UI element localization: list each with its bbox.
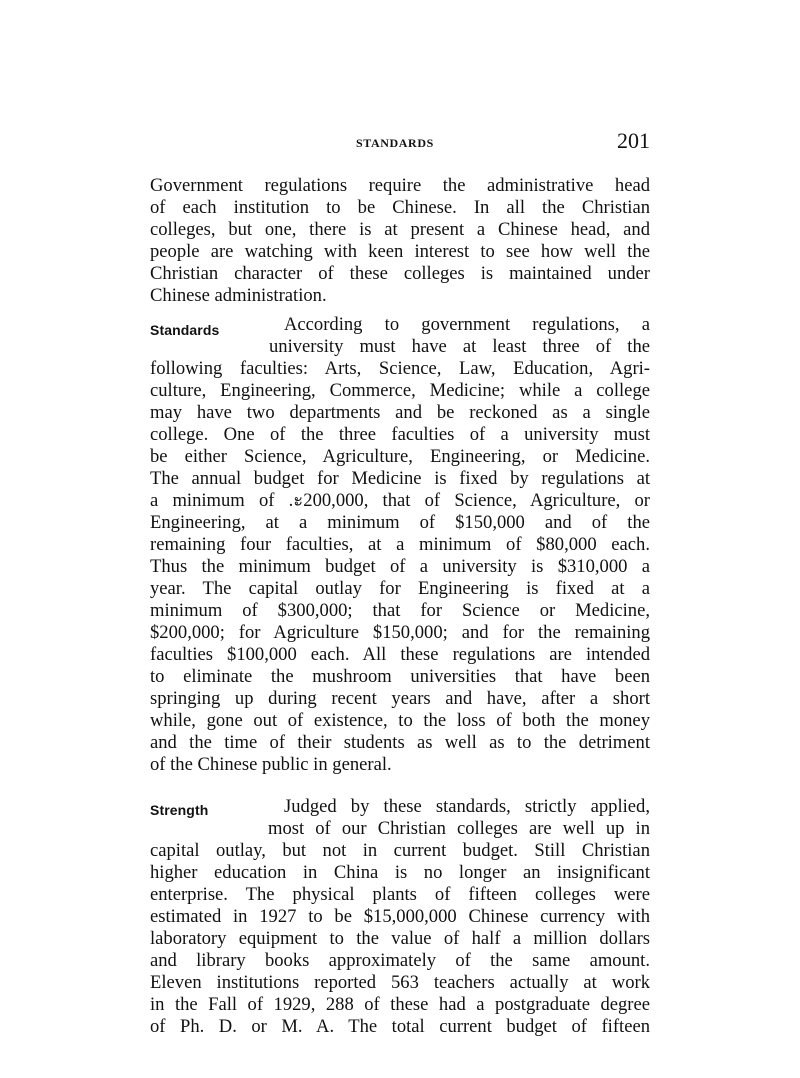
text-line: in the Fall of 1929, 288 of these had a postgraduate degree (150, 994, 650, 1015)
text-line: faculties $100,000 each. All these regulations are intended (150, 644, 650, 665)
text-line: and the time of their students as well as to the detriment (150, 732, 650, 753)
text-line: of Ph. D. or M. A. The total current budget of fifteen (150, 1016, 650, 1037)
text-line: estimated in 1927 to be $15,000,000 Chinese currency with (150, 906, 650, 927)
text-line: Christian character of these colleges is maintained under (150, 263, 650, 284)
text-line: people are watching with keen interest to see how well the (150, 241, 650, 262)
text-line: college. One of the three faculties of a university must (150, 424, 650, 445)
text-line: of each institution to be Chinese. In all the Christian (150, 197, 650, 218)
text-line: be either Science, Agriculture, Engineering, or Medicine. (150, 446, 650, 467)
text-line: and library books approximately of the same amount. (150, 950, 650, 971)
text-line: following faculties: Arts, Science, Law, Education, Agri- (150, 358, 650, 379)
text-line: while, gone out of existence, to the loss of both the money (150, 710, 650, 731)
text-line: a minimum of .ะ200,000, that of Science, Agriculture, or (150, 490, 650, 511)
sidenote-strength: Strength (150, 802, 209, 818)
text-line: The annual budget for Medicine is fixed by regulations at (150, 468, 650, 489)
text-line: enterprise. The physical plants of fifteen colleges were (150, 884, 650, 905)
text-line: Judged by these standards, strictly applied, (284, 796, 650, 817)
text-line: may have two departments and be reckoned as a single (150, 402, 650, 423)
text-line: Thus the minimum budget of a university is $310,000 a (150, 556, 650, 577)
text-line: springing up during recent years and have, after a short (150, 688, 650, 709)
page-number: 201 (617, 128, 650, 153)
text-line: Government regulations require the administrative head (150, 175, 650, 196)
text-line: university must have at least three of the (269, 336, 650, 357)
text-line: capital outlay, but not in current budget. Still Christian (150, 840, 650, 861)
text-line: most of our Christian colleges are well up in (268, 818, 650, 839)
text-line: Engineering, at a minimum of $150,000 and of the (150, 512, 650, 533)
text-line: remaining four faculties, at a minimum of $80,000 each. (150, 534, 650, 555)
text-line: According to government regulations, a (284, 314, 650, 335)
text-line: laboratory equipment to the value of half a million dollars (150, 928, 650, 949)
text-line: Chinese administration. (150, 285, 327, 306)
text-line: of the Chinese public in general. (150, 754, 392, 775)
text-line: Eleven institutions reported 563 teachers actually at work (150, 972, 650, 993)
text-line: to eliminate the mushroom universities that have been (150, 666, 650, 687)
text-line: culture, Engineering, Commerce, Medicine; while a college (150, 380, 650, 401)
text-line: minimum of $300,000; that for Science or Medicine, (150, 600, 650, 621)
text-line: colleges, but one, there is at present a Chinese head, and (150, 219, 650, 240)
running-header (150, 128, 650, 158)
running-header-title: STANDARDS (356, 136, 434, 150)
text-line: higher education in China is no longer an insignificant (150, 862, 650, 883)
sidenote-standards: Standards (150, 322, 220, 338)
text-line: year. The capital outlay for Engineering is fixed at a (150, 578, 650, 599)
text-line: $200,000; for Agriculture $150,000; and for the remaining (150, 622, 650, 643)
